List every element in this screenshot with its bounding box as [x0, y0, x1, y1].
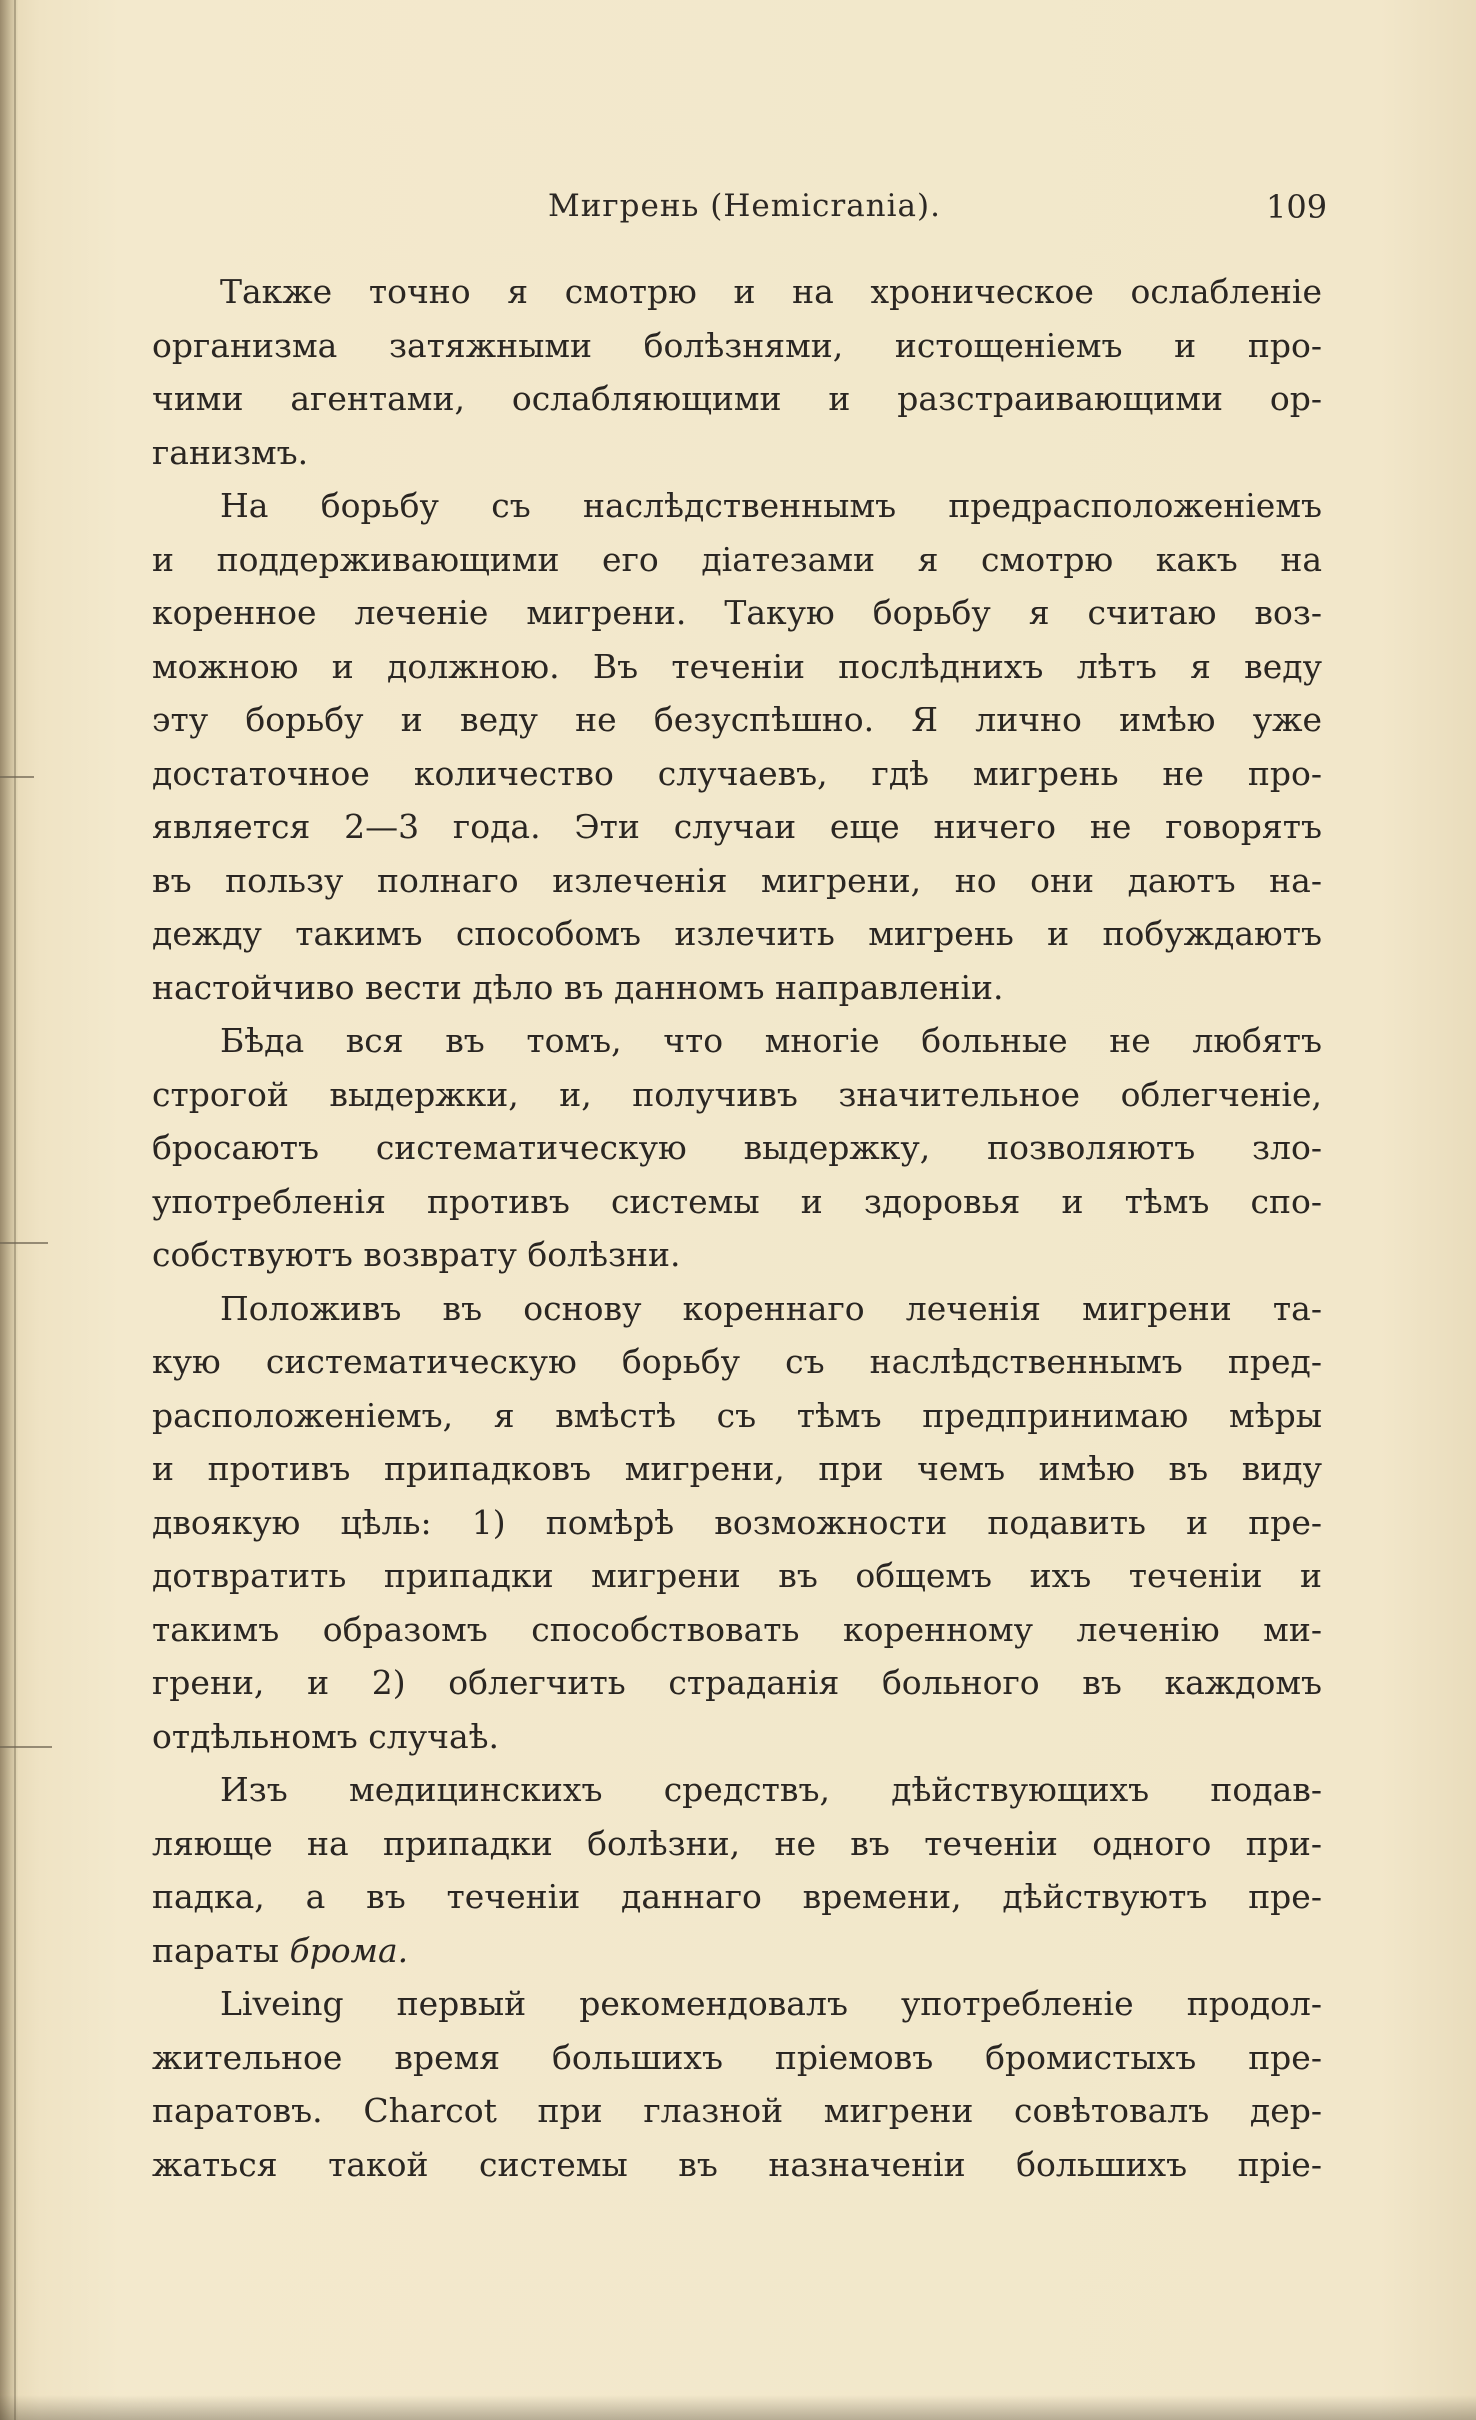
text-line: паратовъ. Charcot при глазной мигрени совѣтовалъ дер-	[152, 2091, 1322, 2130]
text-line: ганизмъ.	[152, 432, 309, 472]
text-line: строгой выдержки, и, получивъ значительное облегченіе,	[152, 1074, 1322, 1114]
text-line: собствуютъ возврату болѣзни.	[152, 1235, 681, 1274]
text-line: въ пользу полнаго излеченія мигрени, но они даютъ на-	[152, 860, 1322, 900]
text-line: грени, и 2) облегчить страданія больного въ каждомъ	[152, 1663, 1322, 1702]
margin-rule	[14, 0, 16, 2420]
paragraph-4	[152, 1282, 1322, 1764]
text-line: Также точно я смотрю и на хроническое ослабленіе	[220, 272, 1322, 311]
text-line: настойчиво вести дѣло въ данномъ направленіи.	[152, 967, 1004, 1007]
paragraph-6	[152, 1977, 1322, 2191]
text-line: расположеніемъ, я вмѣстѣ съ тѣмъ предпринимаю мѣры	[152, 1395, 1322, 1435]
text-line: параты	[152, 1930, 290, 1970]
paragraph-5	[152, 1763, 1322, 1977]
page-number: 109	[1266, 188, 1328, 226]
text-line: жительное время большихъ пріемовъ бромистыхъ пре-	[152, 2037, 1322, 2077]
text-line: достаточное количество случаевъ, гдѣ мигрень не про-	[152, 753, 1322, 793]
text-line: двоякую цѣль: 1) помѣрѣ возможности подавить и пре-	[152, 1502, 1322, 1542]
text-line: Положивъ въ основу кореннаго леченія мигрени та-	[220, 1288, 1322, 1328]
text-line: Бѣда вся въ томъ, что многіе больные не любятъ	[220, 1021, 1322, 1060]
text-line: является 2—3 года. Эти случаи еще ничего не говорятъ	[152, 807, 1322, 846]
paragraph-1	[152, 265, 1322, 479]
text-line: дотвратить припадки мигрени въ общемъ ихъ теченіи и	[152, 1556, 1322, 1595]
emphasis-text: брома.	[289, 1930, 409, 1970]
text-line: бросаютъ систематическую выдержку, позволяютъ зло-	[152, 1128, 1322, 1167]
text-line: Liveing первый рекомендовалъ употребленіе продол-	[220, 1984, 1322, 2023]
text-line: коренное леченіе мигрени. Такую борьбу я считаю воз-	[152, 593, 1322, 632]
margin-tick	[0, 776, 34, 778]
text-line: эту борьбу и веду не безуспѣшно. Я лично имѣю уже	[152, 700, 1322, 739]
text-line: употребленія противъ системы и здоровья и тѣмъ спо-	[152, 1181, 1322, 1221]
text-line: чими агентами, ослабляющими и разстраивающими ор-	[152, 379, 1322, 418]
body-text	[152, 265, 1322, 2191]
text-line-with-emphasis	[152, 1924, 1322, 1978]
running-title: Мигрень (Hemicrania).	[548, 188, 941, 224]
margin-tick	[0, 1242, 48, 1244]
text-line: и поддерживающими его діатезами я смотрю какъ на	[152, 539, 1322, 579]
text-line: можною и должною. Въ теченіи послѣднихъ лѣтъ я веду	[152, 646, 1322, 686]
margin-tick	[0, 1746, 52, 1748]
text-line: Изъ медицинскихъ средствъ, дѣйствующихъ подав-	[220, 1770, 1322, 1809]
text-line: кую систематическую борьбу съ наслѣдственнымъ пред-	[152, 1342, 1322, 1381]
paragraph-2	[152, 479, 1322, 1014]
text-line: жаться такой системы въ назначеніи большихъ пріе-	[152, 2144, 1322, 2184]
text-line: дежду такимъ способомъ излечить мигрень и побуждаютъ	[152, 914, 1322, 953]
page-header	[0, 188, 1476, 228]
text-line: организма затяжными болѣзнями, истощеніемъ и про-	[152, 325, 1322, 365]
page-bottom-edge	[0, 2395, 1476, 2420]
text-line: На борьбу съ наслѣдственнымъ предрасположеніемъ	[220, 486, 1322, 525]
text-line: такимъ образомъ способствовать коренному леченію ми-	[152, 1609, 1322, 1649]
text-line: падка, а въ теченіи даннаго времени, дѣйствуютъ пре-	[152, 1877, 1322, 1916]
text-line: и противъ припадковъ мигрени, при чемъ имѣю въ виду	[152, 1449, 1322, 1488]
text-line: ляюще на припадки болѣзни, не въ теченіи одного при-	[152, 1823, 1322, 1863]
paragraph-3	[152, 1014, 1322, 1282]
text-line: отдѣльномъ случаѣ.	[152, 1716, 500, 1756]
